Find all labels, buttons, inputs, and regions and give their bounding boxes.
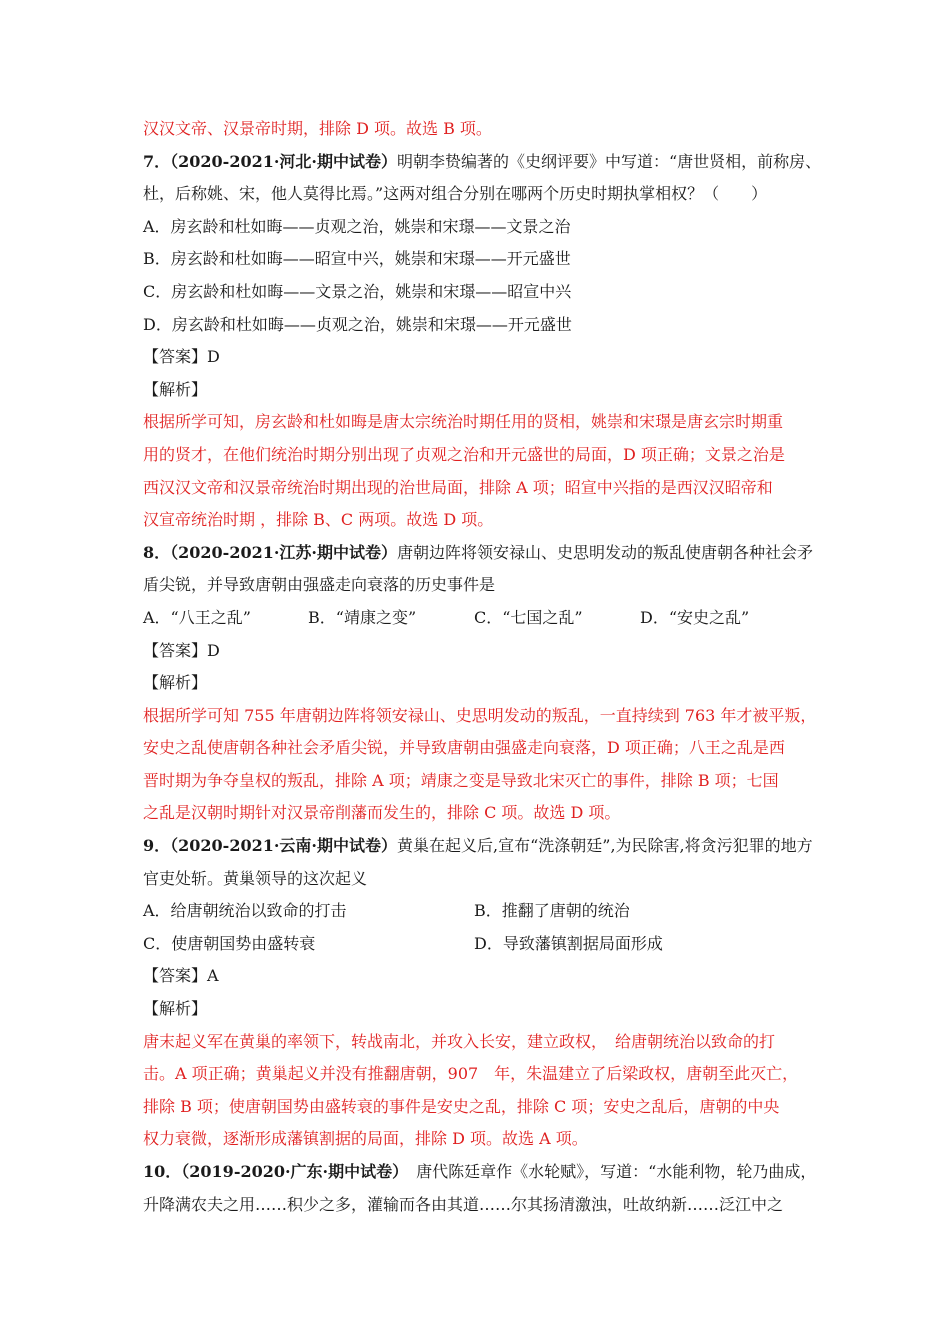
question-10-stem-line1 xyxy=(143,1156,817,1189)
question-8-analysis-line4: 之乱是汉朝时期针对汉景帝削藩而发生的，排除 C 项。故选 D 项。 xyxy=(143,803,621,823)
question-9-answer xyxy=(143,960,813,993)
answer-value: D xyxy=(207,640,220,660)
question-8-stem-line2: 盾尖锐，并导致唐朝由强盛走向衰落的历史事件是 xyxy=(143,575,496,595)
question-9-option-c: C．使唐朝国势由盛转衰 xyxy=(143,933,316,953)
question-number: 9． xyxy=(143,836,171,856)
question-9-options-row2 xyxy=(143,928,813,961)
question-9-analysis-line4: 权力衰微，逐渐形成藩镇割据的局面，排除 D 项。故选 A 项。 xyxy=(143,1129,588,1149)
question-number: 10． xyxy=(143,1162,182,1181)
question-7-analysis-line2: 用的贤才，在他们统治时期分别出现了贞观之治和开元盛世的局面，D 项正确；文景之治是 xyxy=(143,444,785,464)
question-7-analysis-line1: 根据所学可知，房玄龄和杜如晦是唐太宗统治时期任用的贤相，姚崇和宋璟是唐玄宗时期重 xyxy=(143,412,784,432)
question-8-analysis-label: 【解析】 xyxy=(143,673,208,693)
question-8-option-d: D．“安史之乱” xyxy=(640,607,750,627)
question-7-stem-line2: 杜，后称姚、宋，他人莫得比焉。”这两对组合分别在哪两个历史时期执掌相权？（ ） xyxy=(143,184,768,204)
question-9-analysis-line1: 唐末起义军在黄巢的率领下，转战南北，并攻入长安，建立政权， 给唐朝统治以致命的打 xyxy=(143,1031,776,1051)
question-text: 唐代陈廷章作《水轮赋》，写道：“水能利物，轮乃曲成， xyxy=(400,1162,817,1181)
question-source: （2020-2021·云南·期中试卷） xyxy=(170,836,397,856)
question-9-analysis-line2: 击。A 项正确；黄巢起义并没有推翻唐朝，907 年，朱温建立了后梁政权，唐朝至此灭亡， xyxy=(143,1064,799,1084)
question-7-analysis-label: 【解析】 xyxy=(143,379,208,399)
prev-analysis-tail: 汉汉文帝、汉景帝时期，排除 D 项。故选 B 项。 xyxy=(143,119,492,138)
question-8-stem-line1 xyxy=(143,537,813,570)
question-7-option-a: A．房玄龄和杜如晦——贞观之治，姚崇和宋璟——文景之治 xyxy=(143,216,571,236)
question-8-analysis-line1: 根据所学可知 755 年唐朝边阵将领安禄山、史思明发动的叛乱，一直持续到 763 年才被平叛， xyxy=(143,705,817,725)
question-7-option-b: B．房玄龄和杜如晦——昭宣中兴，姚崇和宋璟——开元盛世 xyxy=(143,249,571,269)
question-7-option-c: C．房玄龄和杜如晦——文景之治，姚崇和宋璟——昭宣中兴 xyxy=(143,281,572,301)
question-source: （2019-2020·广东·期中试卷） xyxy=(181,1162,401,1181)
question-9-option-b: B．推翻了唐朝的统治 xyxy=(474,901,630,921)
question-9-option-a: A．给唐朝统治以致命的打击 xyxy=(143,901,347,921)
question-number: 8． xyxy=(143,542,171,562)
answer-label: 【答案】 xyxy=(143,966,208,986)
answer-value: D xyxy=(207,347,220,367)
question-9-analysis-label: 【解析】 xyxy=(143,999,208,1019)
question-7-stem-line1 xyxy=(143,146,822,179)
answer-label: 【答案】 xyxy=(143,347,208,367)
question-10-stem-line2: 升降满农夫之用……积少之多，灌输而各由其道……尔其扬清激浊，吐故纳新……泛江中之 xyxy=(143,1194,784,1214)
question-text: 明朝李贽编著的《史纲评要》中写道：“唐世贤相，前称房、 xyxy=(397,151,822,171)
question-number: 7． xyxy=(143,151,171,171)
answer-label: 【答案】 xyxy=(143,640,208,660)
question-source: （2020-2021·河北·期中试卷） xyxy=(170,151,397,171)
question-text: 唐朝边阵将领安禄山、史思明发动的叛乱使唐朝各种社会矛 xyxy=(397,542,814,562)
question-8-answer xyxy=(143,635,813,668)
question-9-analysis-line3: 排除 B 项；使唐朝国势由盛转衰的事件是安史之乱，排除 C 项；安史之乱后，唐朝的中央 xyxy=(143,1096,780,1116)
question-9-options-row1 xyxy=(143,895,813,928)
question-7-answer xyxy=(143,341,813,374)
question-7-analysis-line4: 汉宣帝统治时期 ，排除 B、C 两项。故选 D 项。 xyxy=(143,510,494,530)
question-text: 黄巢在起义后,宣布“洗涤朝廷”,为民除害,将贪污犯罪的地方 xyxy=(397,836,813,856)
question-8-analysis-line2: 安史之乱使唐朝各种社会矛盾尖锐，并导致唐朝由强盛走向衰落，D 项正确；八王之乱是西 xyxy=(143,738,785,758)
answer-value: A xyxy=(207,966,219,986)
question-8-option-b: B．“靖康之变” xyxy=(308,607,417,627)
question-9-stem-line2: 官吏处斩。黄巢领导的这次起义 xyxy=(143,868,368,888)
question-8-analysis-line3: 晋时期为争夺皇权的叛乱，排除 A 项；靖康之变是导致北宋灭亡的事件，排除 B 项；七国 xyxy=(143,770,779,790)
question-9-option-d: D．导致藩镇割据局面形成 xyxy=(474,933,663,953)
question-source: （2020-2021·江苏·期中试卷） xyxy=(170,542,397,562)
question-8-option-c: C．“七国之乱” xyxy=(474,607,583,627)
page-content xyxy=(143,113,822,1221)
question-8-options xyxy=(143,602,813,635)
question-8-option-a: A．“八王之乱” xyxy=(143,607,251,627)
question-7-analysis-line3: 西汉汉文帝和汉景帝统治时期出现的治世局面，排除 A 项；昭宣中兴指的是西汉汉昭帝和 xyxy=(143,477,773,497)
question-7-option-d: D．房玄龄和杜如晦——贞观之治，姚崇和宋璟——开元盛世 xyxy=(143,314,572,334)
question-9-stem-line1 xyxy=(143,830,813,863)
